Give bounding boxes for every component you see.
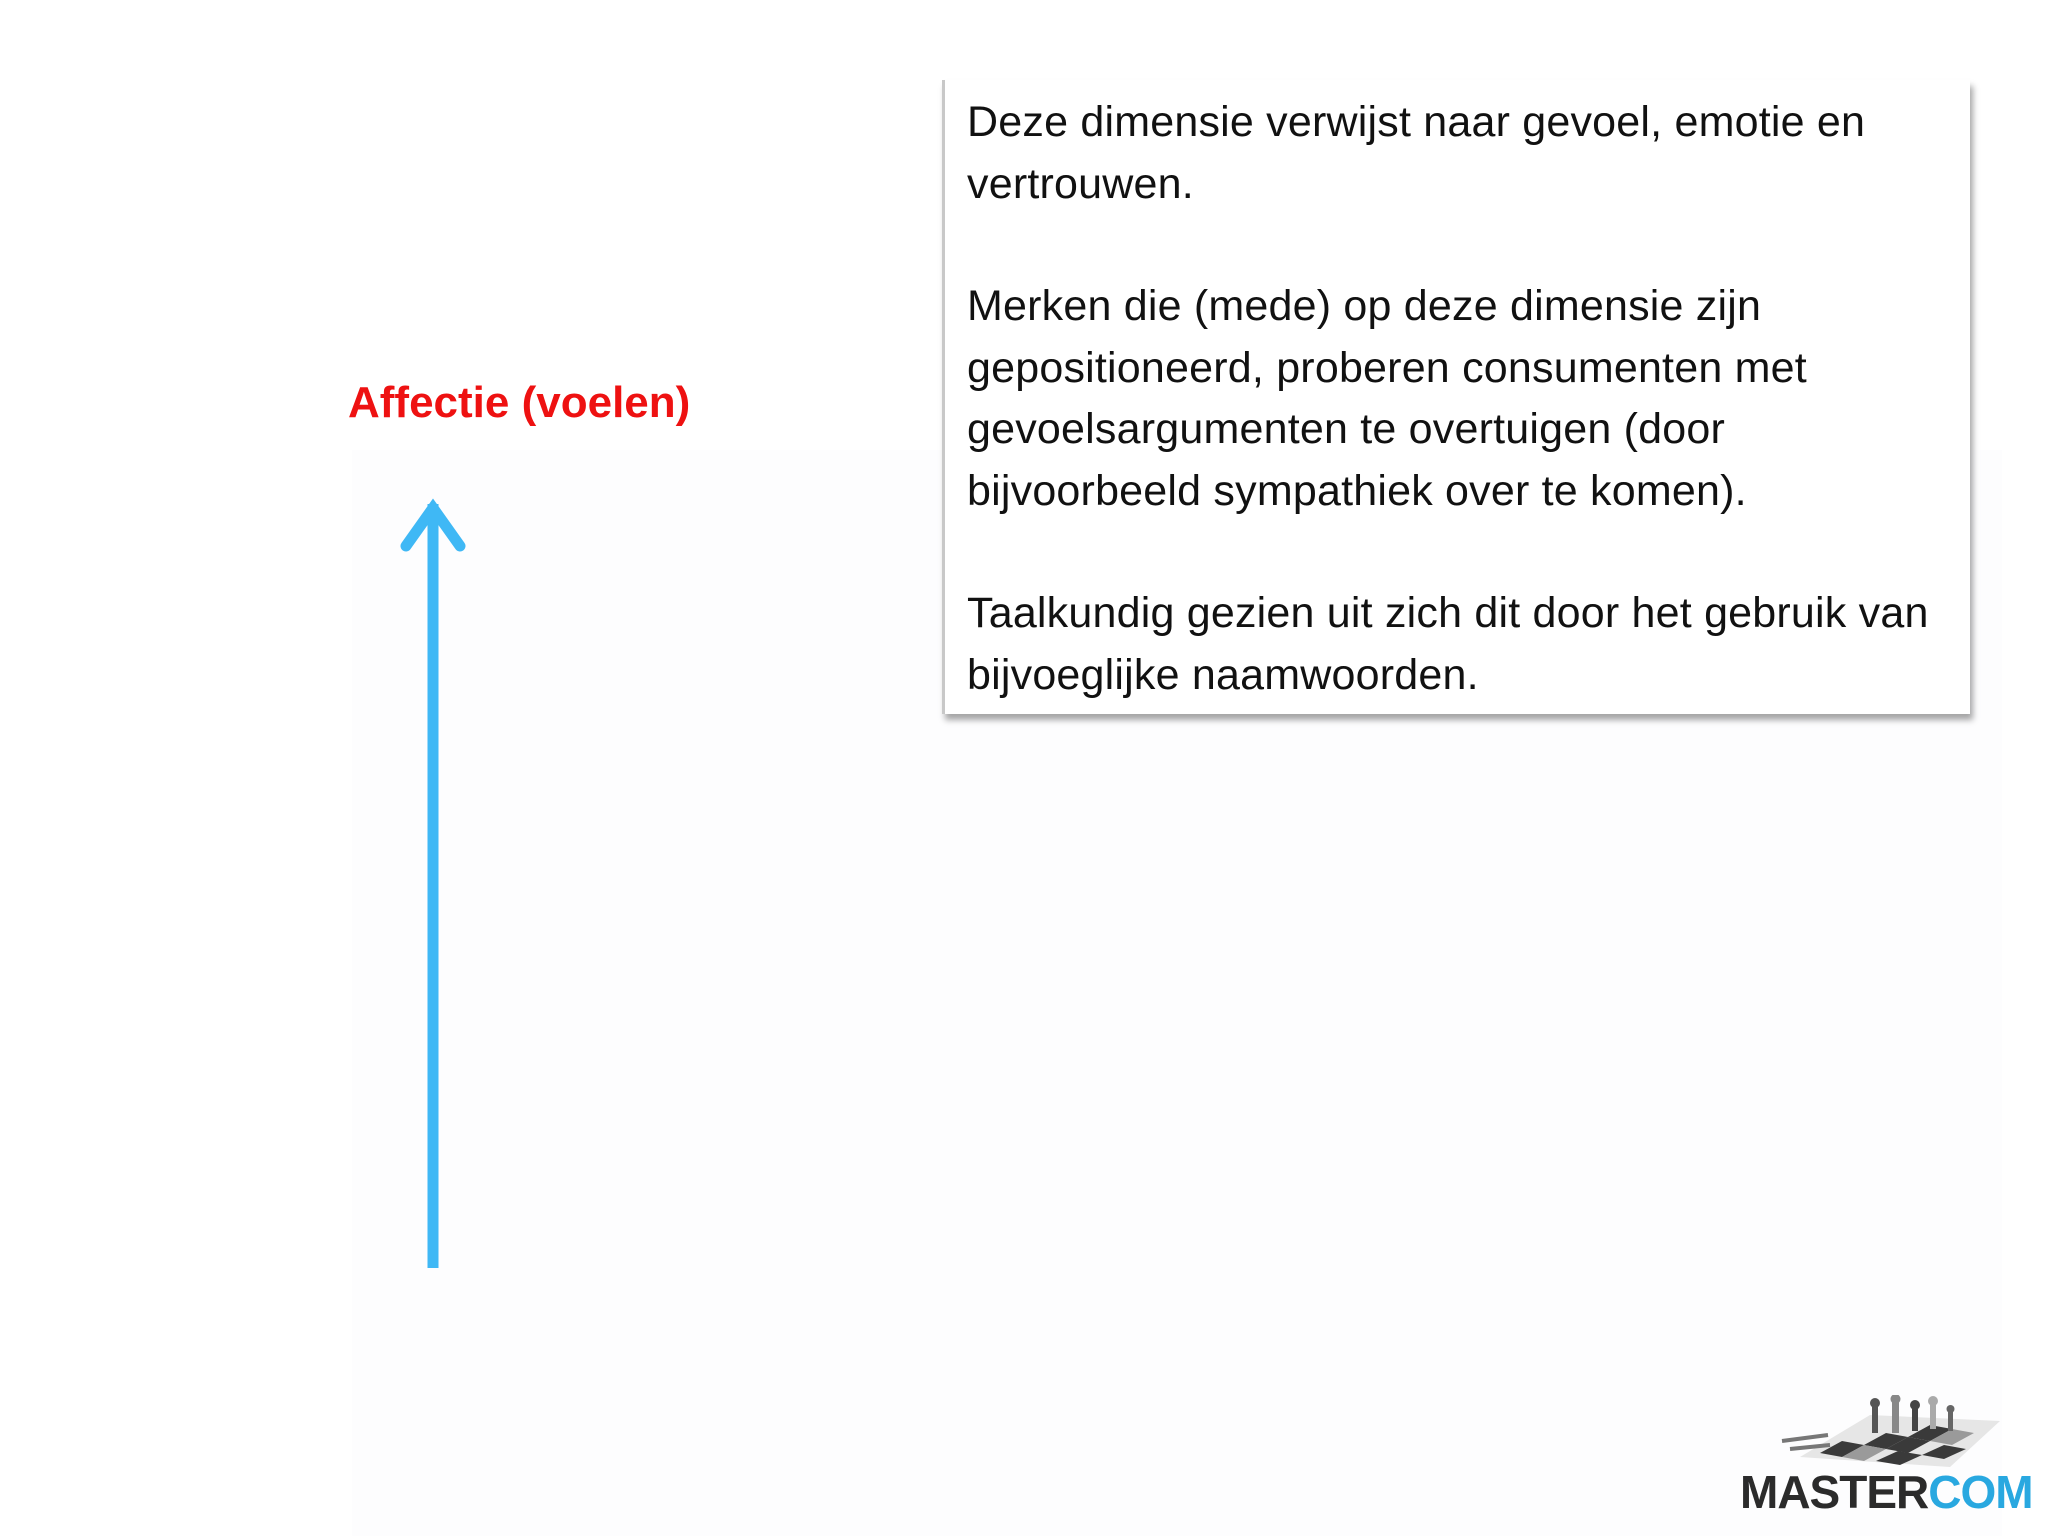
logo-text-master: MASTER xyxy=(1740,1466,1929,1518)
chessboard-icon xyxy=(1780,1395,2010,1475)
logo-wordmark xyxy=(1740,1465,2033,1519)
explanation-textbox xyxy=(942,80,1970,714)
axis-label: Affectie (voelen) xyxy=(348,378,691,427)
paragraph-linguistics: Taalkundig gezien uit zich dit door het gebruik van bijvoeglijke naamwoorden. xyxy=(967,589,1929,699)
paragraph-definition: Deze dimensie verwijst naar gevoel, emotie en vertrouwen. xyxy=(967,98,1866,208)
up-arrow-icon xyxy=(398,490,468,1280)
paragraph-brands: Merken die (mede) op deze dimensie zijn gepositioneerd, proberen consumenten met gevoelsargumenten te overtuigen (door bijvoorbeeld sympathiek over te komen). xyxy=(967,282,1807,515)
mastercom-logo xyxy=(1740,1395,2033,1521)
logo-text-com: COM xyxy=(1928,1466,2033,1518)
